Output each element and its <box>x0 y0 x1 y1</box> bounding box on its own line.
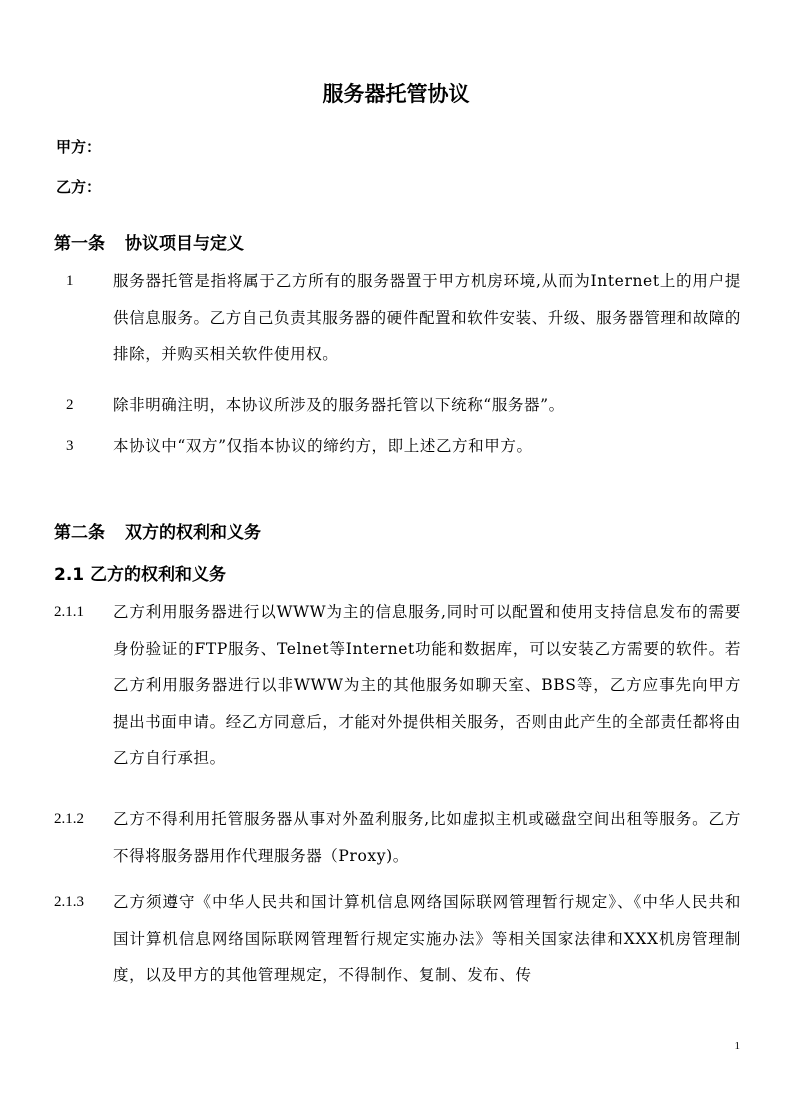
clause-text: 乙方利用服务器进行以WWW为主的信息服务,同时可以配置和使用支持信息发布的需要身份验证的FTP服务、Telnet等Internet功能和数据库，可以安装乙方需要的软件。若乙方利用服务器进行以非WWW为主的其他服务如聊天室、BBS等，乙方应事先向甲方提出书面申请。经乙方同意后，才能对外提供相关服务，否则由此产生的全部责任都将由乙方自行承担。 <box>113 603 741 767</box>
clause-number: 1 <box>66 273 74 289</box>
clause-text: 乙方不得利用托管服务器从事对外盈利服务,比如虚拟主机或磁盘空间出租等服务。乙方不得将服务器用作代理服务器（Proxy)。 <box>113 810 741 865</box>
clause-number: 3 <box>66 438 74 454</box>
clause-number: 2.1.2 <box>54 811 84 827</box>
document-title: 服务器托管协议 <box>322 82 470 106</box>
section-1-title: 协议项目与定义 <box>125 234 244 254</box>
clause-number: 2.1.1 <box>54 604 84 620</box>
subsection-2-1-heading: 2.1 乙方的权利和义务 <box>54 565 227 585</box>
clause-text: 服务器托管是指将属于乙方所有的服务器置于甲方机房环境,从而为Internet上的用户提供信息服务。乙方自己负责其服务器的硬件配置和软件安装、升级、服务器管理和故障的排除，并购买相关软件使用权。 <box>113 272 741 363</box>
section-2-number: 第二条 <box>54 523 105 543</box>
page-number: 1 <box>734 1040 740 1052</box>
clause-number: 2 <box>66 397 74 413</box>
clause-number: 2.1.3 <box>54 894 84 910</box>
section-1-heading <box>54 229 244 254</box>
section-1-number: 第一条 <box>54 234 105 254</box>
section-2-heading <box>54 518 261 543</box>
clause-text: 除非明确注明，本协议所涉及的服务器托管以下统称“服务器”。 <box>113 396 565 414</box>
party-a-label: 甲方： <box>56 138 102 156</box>
party-b-label: 乙方： <box>56 178 102 196</box>
section-2-title: 双方的权利和义务 <box>125 523 261 543</box>
clause-text: 乙方须遵守《中华人民共和国计算机信息网络国际联网管理暂行规定》、《中华人民共和国计算机信息网络国际联网管理暂行规定实施办法》等相关国家法律和XXX机房管理制度，以及甲方的其他管理规定，不得制作、复制、发布、传 <box>113 893 741 984</box>
clause-text: 本协议中“双方”仅指本协议的缔约方，即上述乙方和甲方。 <box>113 437 533 455</box>
